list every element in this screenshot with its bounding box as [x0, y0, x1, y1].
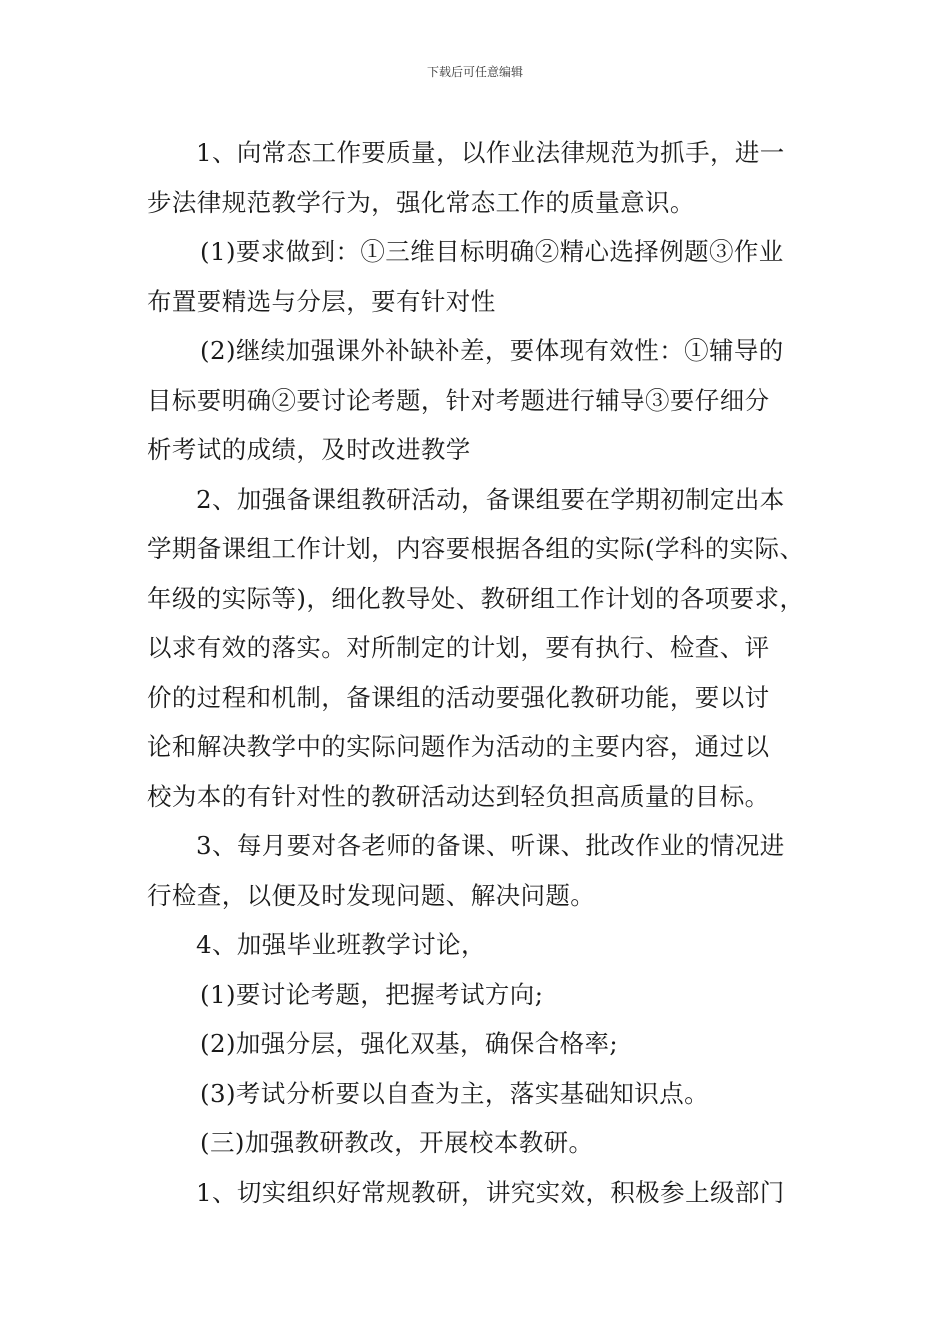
text-line: 步法律规范教学行为，强化常态工作的质量意识。 — [147, 187, 695, 217]
document-body — [147, 128, 812, 1217]
text-line: 以求有效的落实。对所制定的计划，要有执行、检查、评 — [147, 633, 770, 662]
text-line: 学期备课组工作计划，内容要根据各组的实际(学科的实际、 — [147, 534, 805, 563]
text-line: 析考试的成绩，及时改进教学 — [147, 435, 471, 464]
text-line: (2)加强分层，强化双基，确保合格率; — [200, 1029, 619, 1058]
text-line: 1、切实组织好常规教研，讲究实效，积极参上级部门 — [196, 1177, 785, 1207]
text-line: 4、加强毕业班教学讨论， — [196, 930, 486, 959]
text-line: 价的过程和机制，备课组的活动要强化教研功能，要以讨 — [147, 682, 770, 712]
text-line: 布置要精选与分层，要有针对性 — [147, 286, 496, 316]
text-line: (3)考试分析要以自查为主，落实基础知识点。 — [200, 1078, 710, 1108]
text-line: 目标要明确②要讨论考题，针对考题进行辅导③要仔细分 — [147, 385, 770, 415]
text-line: 年级的实际等)，细化教导处、教研组工作计划的各项要求， — [147, 583, 805, 613]
text-line: (三)加强教研教改，开展校本教研。 — [200, 1128, 594, 1157]
text-line: (2)继续加强课外补缺补差，要体现有效性：①辅导的 — [200, 336, 784, 365]
text-line: 行检查，以便及时发现问题、解决问题。 — [147, 880, 596, 910]
text-line: (1)要讨论考题，把握考试方向; — [200, 979, 544, 1009]
text-line: 校为本的有针对性的教研活动达到轻负担高质量的目标。 — [147, 781, 770, 811]
text-line: (1)要求做到：①三维目标明确②精心选择例题③作业 — [200, 237, 784, 266]
text-line: 2、加强备课组教研活动，备课组要在学期初制定出本 — [196, 484, 785, 514]
text-line: 3、每月要对各老师的备课、听课、批改作业的情况进 — [196, 831, 785, 860]
text-line: 1、向常态工作要质量，以作业法律规范为抓手，进一 — [196, 138, 785, 167]
page-header-note: 下载后可任意编辑 — [426, 65, 523, 79]
text-line: 论和解决教学中的实际问题作为活动的主要内容，通过以 — [147, 732, 770, 761]
